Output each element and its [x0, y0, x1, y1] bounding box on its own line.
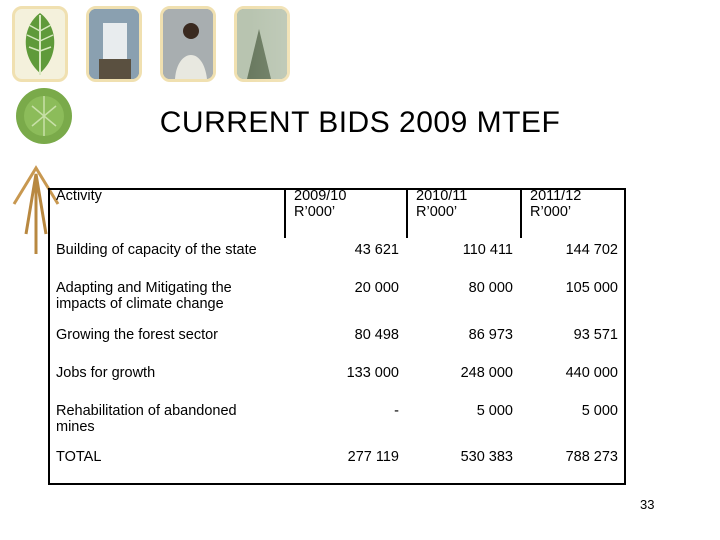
page-title: CURRENT BIDS 2009 MTEF — [159, 106, 561, 139]
value-cell-2011-12: 5 000 — [581, 403, 618, 419]
activity-cell: Rehabilitation of abandoned mines — [56, 403, 237, 435]
leaf-image — [12, 6, 68, 82]
total-row — [48, 445, 626, 481]
water-tank-photo — [86, 6, 142, 82]
table-row — [48, 238, 626, 276]
table-row — [48, 276, 626, 323]
activity-cell: Jobs for growth — [56, 365, 156, 381]
value-cell-2010-11: 248 000 — [460, 365, 513, 381]
table-row — [48, 323, 626, 361]
activity-cell: Growing the forest sector — [56, 327, 218, 343]
total-label: TOTAL — [56, 449, 102, 465]
value-cell-2011-12: 440 000 — [565, 365, 618, 381]
banner-fade — [250, 0, 720, 90]
activity-cell: Building of capacity of the state — [56, 242, 257, 258]
table-row — [48, 361, 626, 399]
total-2009-10: 277 119 — [347, 449, 399, 465]
page-number: 33 — [640, 497, 655, 512]
value-cell-2010-11: 110 411 — [462, 242, 513, 258]
bids-table — [48, 188, 626, 481]
header-2010-11: 2010/11 R’000’ — [407, 188, 521, 238]
activity-cell: Adapting and Mitigating the impacts of climate change — [56, 280, 232, 312]
value-cell-2009-10: - — [394, 403, 399, 419]
header-2011-12: 2011/12 R’000’ — [521, 188, 626, 238]
value-cell-2009-10: 20 000 — [354, 280, 399, 296]
value-cell-2011-12: 105 000 — [565, 280, 618, 296]
person-photo — [160, 6, 216, 82]
table-row — [48, 399, 626, 445]
header-activity: Activity — [56, 188, 102, 204]
value-cell-2010-11: 5 000 — [476, 403, 513, 419]
header-2009-10: 2009/10 R’000’ — [285, 188, 407, 238]
total-2011-12: 788 273 — [565, 449, 618, 465]
value-cell-2009-10: 80 498 — [354, 327, 399, 343]
header-banner — [0, 0, 720, 90]
value-cell-2011-12: 93 571 — [573, 327, 618, 343]
value-cell-2009-10: 133 000 — [346, 365, 399, 381]
value-cell-2009-10: 43 621 — [354, 242, 399, 258]
table-header-row — [48, 188, 626, 238]
value-cell-2011-12: 144 702 — [565, 242, 618, 258]
total-2010-11: 530 383 — [460, 449, 513, 465]
value-cell-2010-11: 80 000 — [468, 280, 513, 296]
value-cell-2010-11: 86 973 — [468, 327, 513, 343]
